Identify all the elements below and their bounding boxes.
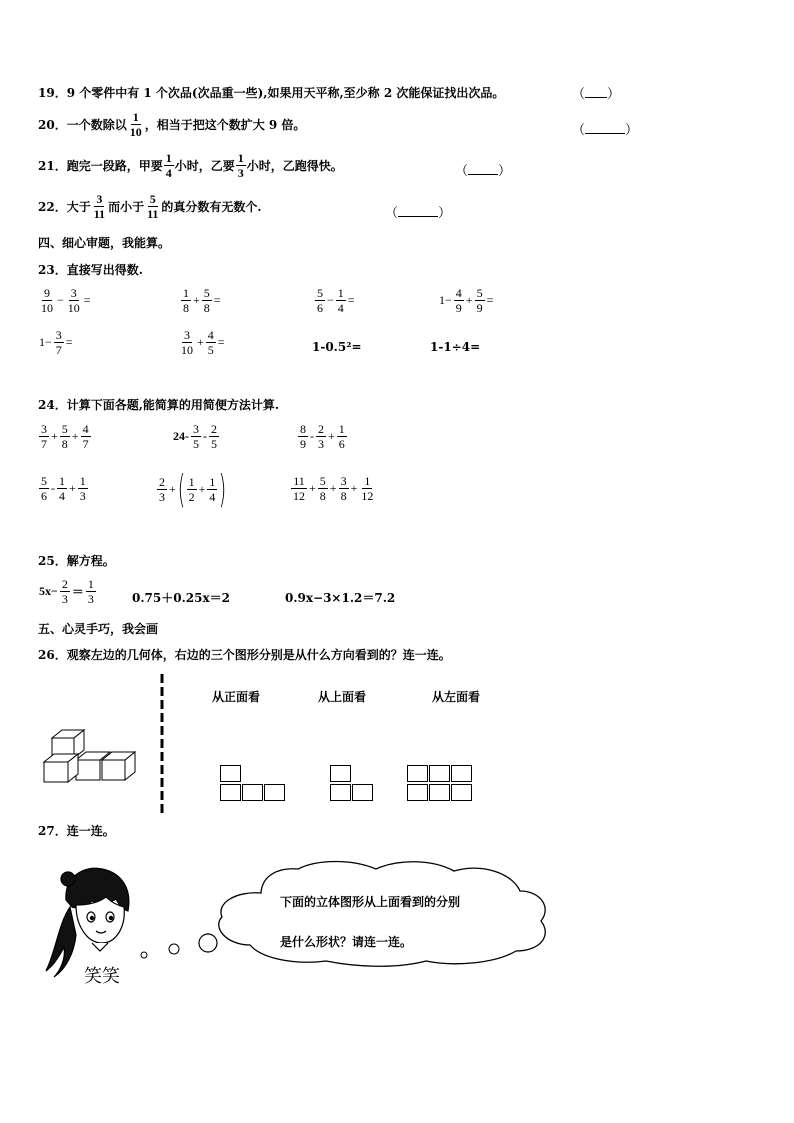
girl-name: 笑笑 [84, 966, 120, 987]
geometric-solid [44, 730, 135, 782]
equation-25-2: 0.75＋0.25x＝2 [132, 591, 230, 605]
thought-bubble-large [199, 934, 217, 952]
expr-23-5: 1− $\frac{3}{7}$ = [39, 328, 73, 357]
expr-24-5: $\frac{2}{3}$ +( $\frac{1}{2}$ + $\frac{1}{4}$ ) [159, 467, 227, 511]
expr-23-4: 1− $\frac{4}{9}$ + $\frac{5}{9}$ = [439, 286, 494, 315]
question-25: 25．解方程。 [38, 554, 115, 568]
equation-25-1: 5x− $\frac{2}{3}$ ＝ $\frac{1}{3}$ [39, 577, 94, 606]
section-4-heading: 四、细心审题，我能算。 [38, 236, 171, 250]
question-27: 27．连一连。 [38, 824, 115, 838]
view-label-top: 从上面看 [318, 690, 367, 704]
expr-23-8: 1-1÷4= [430, 340, 481, 354]
expr-23-2: $\frac{1}{8}$ + $\frac{5}{8}$ = [183, 286, 221, 315]
answer-blank-21[interactable]: （ ） [455, 163, 512, 178]
question-22: 22．大于 $\frac{3}{11}$ 而小于 $\frac{5}{11}$ 的真分数有无数个. [38, 192, 262, 221]
question-23: 23．直接写出得数. [38, 263, 143, 277]
question-number: 19． [38, 86, 67, 100]
girl-illustration [46, 868, 129, 977]
expr-24-2: 24- $\frac{3}{5}$ - $\frac{2}{5}$ [173, 422, 217, 451]
expr-24-1: $\frac{3}{7}$ + $\frac{5}{8}$ + $\frac{4}{7}$ [41, 422, 89, 451]
view-label-front: 从正面看 [212, 690, 261, 704]
cloud-text-line-2: 是什么形状？请连一连。 [280, 935, 413, 949]
expr-24-4: $\frac{5}{6}$ - $\frac{1}{4}$ + $\frac{1}{3}$ [41, 474, 86, 503]
question-20: 20．一个数除以 $\frac{1}{10}$ ，相当于把这个数扩大 9 倍。 [38, 110, 306, 139]
expr-23-3: $\frac{5}{6}$ − $\frac{1}{4}$ = [317, 286, 355, 315]
answer-blank-22[interactable]: （ ） [385, 205, 452, 220]
answer-blank-19[interactable]: （ ） [572, 86, 621, 101]
expr-24-6: $\frac{11}{12}$ + $\frac{5}{8}$ + $\frac{3}{8}$ + $\frac{1}{12}$ [293, 474, 374, 503]
expr-23-6: $\frac{3}{10}$ + $\frac{4}{5}$ = [181, 328, 225, 357]
equation-25-3: 0.9x−3×1.2＝7.2 [285, 591, 396, 605]
thought-bubble-small [141, 952, 147, 958]
question-21: 21．跑完一段路，甲要 $\frac{1}{4}$ 小时，乙要 $\frac{1}{3}$ 小时，乙跑得快。 [38, 151, 343, 180]
question-text: 9 个零件中有 1 个次品(次品重一些),如果用天平称,至少称 2 次能保证找出次品。 [66, 86, 505, 100]
thought-cloud [219, 862, 546, 967]
expr-24-3: $\frac{8}{9}$ - $\frac{2}{3}$ + $\frac{1}{6}$ [300, 422, 345, 451]
cloud-text-line-1: 下面的立体图形从上面看到的分别 [280, 895, 461, 909]
question-26: 26．观察左边的几何体，右边的三个图形分别是从什么方向看到的？连一连。 [38, 648, 451, 662]
question-19 [38, 84, 504, 101]
expr-23-7: 1-0.5²= [312, 340, 362, 354]
answer-blank-20[interactable]: （ ） [572, 122, 639, 137]
question-24: 24．计算下面各题,能简算的用简便方法计算. [38, 398, 280, 412]
expr-23-1: $\frac{9}{10}$ − $\frac{3}{10}$ = [41, 286, 91, 315]
section-5-heading: 五、心灵手巧，我会画 [38, 622, 159, 636]
view-label-left: 从左面看 [432, 690, 481, 704]
thought-bubble-medium [169, 944, 179, 954]
fraction: $\frac{1}{10}$ [129, 110, 142, 139]
